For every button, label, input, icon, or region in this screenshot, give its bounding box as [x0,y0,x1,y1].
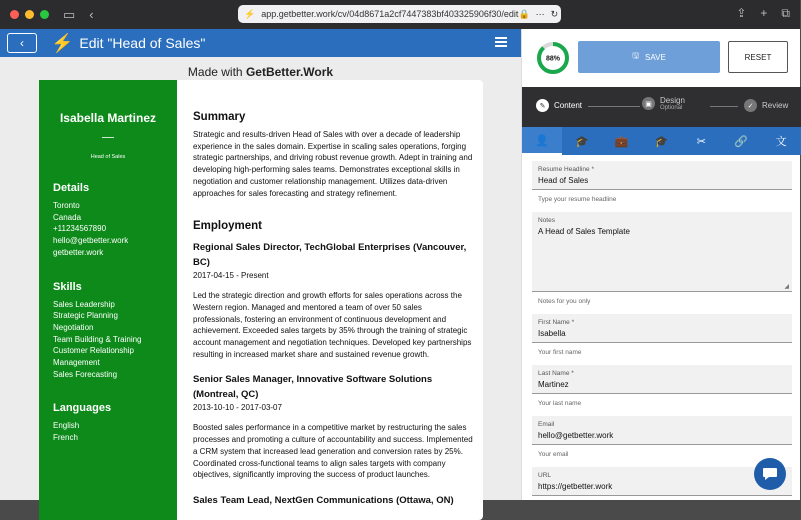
field-hint: Your first name [538,349,582,356]
url-text: app.getbetter.work/cv/04d8671a2cf7447383bf403325906f30/edit [261,9,519,19]
section-tabs [522,127,801,155]
editor-panel [521,29,800,500]
languages-heading: Languages [53,402,112,415]
palette-icon: ▣ [642,97,655,110]
email-field[interactable] [532,416,792,445]
job-title: Senior Sales Manager, Innovative Software Solutions (Montreal, QC) [193,374,433,401]
job-description: Led the strategic direction and growth efforts for sales operations across the Western region. Managed and mentored a team of over 50 sales professionals, fostering an environment of continuous development and achievement. Exceeded sales targets by 35% through the training of strategic account management and negotiation techniques. Developed key partnerships resulting in increased market share and sustained revenue growth. [193,291,472,359]
step-design[interactable] [642,96,685,111]
pencil-icon: ✎ [536,99,549,112]
save-document-icon: 🖫 [632,51,640,60]
mortarboard-icon: 🎓 [654,135,669,148]
tools-icon: ✂ [696,135,706,148]
reload-icon[interactable]: ↻ [550,8,559,19]
close-window-button[interactable] [10,10,19,19]
employment-heading: Employment [193,220,263,233]
minimize-window-button[interactable] [25,10,34,19]
job-entry [193,240,473,360]
headline-field[interactable] [532,161,792,190]
field-value: Martinez [538,380,569,389]
browser-toolbar [0,0,800,29]
tab-skills[interactable] [681,127,721,155]
check-icon: ✓ [744,99,757,112]
lock-icon: 🔒 [518,8,530,19]
step-review[interactable] [744,99,788,112]
step-sublabel: Optional [660,105,683,111]
tab-languages[interactable] [761,127,801,155]
stepper-connector [588,106,640,107]
share-icon[interactable]: ⇪ [736,6,747,20]
languages-list [53,420,163,443]
window-controls [10,10,49,19]
made-with-prefix: Made with [187,65,243,79]
step-label: Content [554,101,583,110]
field-label: Email [538,421,555,428]
step-label-group [660,96,685,111]
field-label: First Name * [538,319,575,326]
tab-links[interactable] [721,127,761,155]
resume-page [39,80,483,520]
step-content[interactable] [536,99,582,112]
summary-heading: Summary [193,111,246,123]
first-name-field[interactable] [532,314,792,343]
stepper-connector [710,106,738,107]
made-with-banner [0,65,521,79]
content-form [532,161,792,496]
tab-profile[interactable] [562,127,602,155]
menu-icon[interactable] [495,37,507,49]
new-tab-icon[interactable]: + [760,6,768,20]
resume-preview [0,57,521,506]
skills-list [53,299,163,381]
skill-item: Team Building & Training [53,334,142,344]
back-button[interactable] [7,33,37,53]
skill-item: Customer Relationship Management [53,346,134,368]
save-label: SAVE [645,52,666,62]
resume-sidebar [39,80,177,520]
resize-handle-icon[interactable]: ◢ [784,284,789,290]
field-label: Notes [538,217,555,224]
skill-item: Strategic Planning [53,311,118,321]
field-label: Last Name * [538,370,574,377]
field-label: Resume Headline * [538,166,595,173]
summary-text: Strategic and results-driven Head of Sales with over a decade of leadership experience in the sales domain. Expertise in scaling sales operations, forging strategic partnerships, and driving robust revenue growth. Adept in training and developing high-performing sales teams. Demonstrates exceptional skills in negotiation and customer relationship management. Utilizes data-driven approaches for sales forecasting and strategy refinement. [193,130,473,198]
tab-employment[interactable] [602,127,642,155]
details-item: +11234567890 [53,224,107,234]
sidebar-toggle-icon[interactable]: ▭ [63,6,76,22]
skill-item: Sales Leadership [53,299,115,309]
more-icon[interactable]: ⋯ [535,8,545,19]
url-field[interactable] [532,467,792,496]
job-entry [193,493,473,508]
editor-title: Edit "Head of Sales" [79,35,206,51]
reset-button[interactable]: RESET [728,41,788,73]
field-hint: Your email [538,451,569,458]
bolt-logo-icon: ⚡ [51,32,74,53]
details-item: hello@getbetter.work [53,236,129,246]
details-item: Canada [53,212,82,222]
field-value: Isabella [538,329,566,338]
field-value: Head of Sales [538,176,589,185]
field-hint: Notes for you only [538,298,591,305]
resume-name: Isabella Martinez [59,111,157,125]
chat-button[interactable] [754,458,786,490]
field-value: A Head of Sales Template [538,227,630,236]
completion-progress-ring [536,41,570,75]
resume-role: Head of Sales [90,154,126,160]
notes-field[interactable] [532,212,792,292]
translate-icon: 文 [775,136,787,148]
job-dates: 2017-04-15 - Present [193,271,269,281]
step-label: Design [660,96,685,105]
tab-education[interactable] [642,127,682,155]
details-item: Toronto [53,201,80,210]
job-entry [193,372,473,481]
last-name-field[interactable] [532,365,792,394]
step-label: Review [762,101,789,110]
skills-heading: Skills [53,280,82,293]
details-heading: Details [53,182,90,194]
zoom-window-button[interactable] [40,10,49,19]
field-value: hello@getbetter.work [538,431,614,440]
chevron-left-icon: ‹ [20,36,24,50]
field-label: URL [538,472,552,479]
language-item: French [53,433,78,443]
progress-stepper [522,87,801,127]
resume-main [193,80,473,508]
person-icon: 👤 [535,134,549,147]
field-hint: Type your resume headline [538,196,617,203]
save-button[interactable] [578,41,720,73]
editor-header [0,29,521,57]
chat-bubble-icon [762,467,778,481]
name-divider [102,137,114,138]
panel-actions [522,29,800,87]
site-icon: ⚡ [244,8,256,19]
job-description: Boosted sales performance in a competitive market by restructuring the sales processes and promoting a culture of accountability and success. Implemented a CRM system that increased lead generation and conversion rates by 25%. Coordinated cross-functional teams to align sales targets with company objectives, significantly improving the success of product launches. [193,423,473,480]
back-chevron-icon[interactable]: ‹ [89,7,94,22]
field-value: https://getbetter.work [538,482,613,491]
graduate-icon: 🎓 [574,135,589,148]
field-hint: Your last name [538,400,582,407]
job-dates: 2013-10-10 - 2017-03-07 [193,403,282,413]
details-item: getbetter.work [53,247,104,257]
tab-personal[interactable] [522,127,562,155]
made-with-brand: GetBetter.Work [245,65,334,79]
skill-item: Sales Forecasting [53,369,118,379]
link-icon: 🔗 [734,135,749,148]
language-item: English [53,421,80,431]
progress-percent: 88% [545,55,561,63]
address-bar[interactable] [238,5,561,23]
skill-item: Negotiation [53,322,94,332]
briefcase-icon: 💼 [614,135,629,148]
job-title: Sales Team Lead, NextGen Communications (Ottawa, ON) [193,494,454,506]
job-title: Regional Sales Director, TechGlobal Enterprises (Vancouver, BC) [193,242,467,269]
tab-overview-icon[interactable]: ⧉ [781,6,790,20]
details-list [53,200,163,259]
